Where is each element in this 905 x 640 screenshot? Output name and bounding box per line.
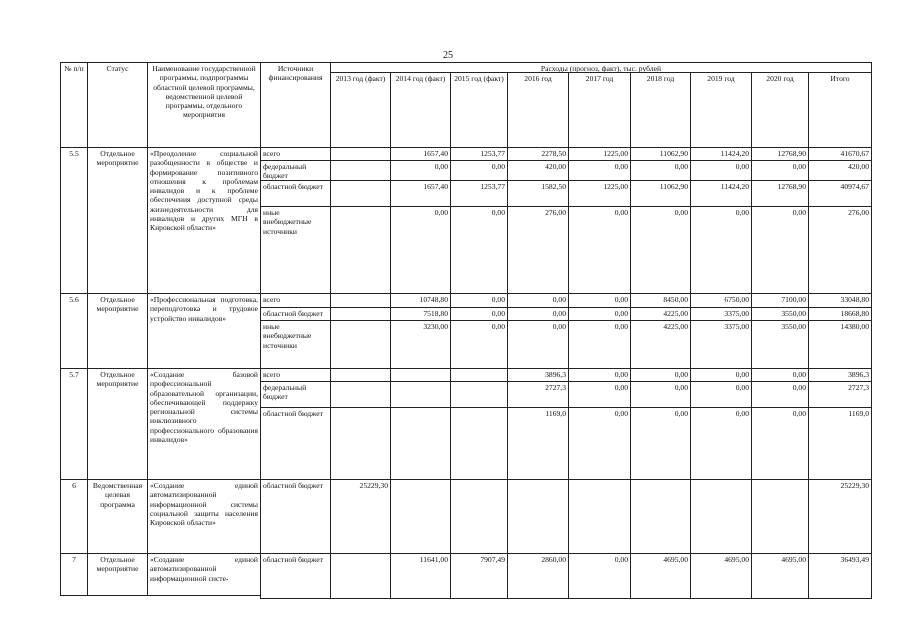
row-value: 11424,20 [690, 180, 751, 206]
row-value: 276,00 [808, 206, 872, 293]
row-value [630, 479, 690, 553]
row-source: всего [260, 293, 330, 307]
row-value: 0,00 [690, 407, 751, 479]
row-value [330, 160, 390, 180]
header-year: 2016 год [507, 72, 568, 147]
row-value: 2727,3 [808, 381, 872, 407]
row-source: всего [260, 368, 330, 381]
row-value: 6750,00 [690, 293, 751, 307]
row-value: 18668,80 [808, 307, 872, 320]
row-value [330, 206, 390, 293]
row-value [330, 293, 390, 307]
row-value: 3375,00 [690, 320, 751, 368]
row-value [751, 479, 808, 553]
row-value: 25229,30 [808, 479, 872, 553]
row-value [330, 147, 390, 160]
row-value: 3550,00 [751, 320, 808, 368]
row-value: 0,00 [390, 160, 450, 180]
row-value: 0,00 [568, 293, 630, 307]
header-year: 2013 год (факт) [330, 72, 390, 147]
row-value [450, 381, 507, 407]
row-status: Отдельное мероприятие [87, 368, 147, 479]
row-value: 14380,00 [808, 320, 872, 368]
row-source: федеральный бюджет [260, 381, 330, 407]
row-value: 41670,67 [808, 147, 872, 160]
row-name: «Создание единой автоматизированной информационной системы социальной защиты населения Кировской области» [147, 479, 260, 553]
row-value: 1253,77 [450, 147, 507, 160]
row-value: 0,00 [568, 368, 630, 381]
row-value [330, 553, 390, 599]
row-source: федеральный бюджет [260, 160, 330, 180]
row-num: 5.6 [60, 293, 87, 368]
row-value: 0,00 [507, 293, 568, 307]
row-value: 0,00 [450, 160, 507, 180]
header-year: 2018 год [630, 72, 690, 147]
row-source: областной бюджет [260, 180, 330, 206]
row-value: 0,00 [630, 206, 690, 293]
row-value: 0,00 [568, 407, 630, 479]
row-value: 0,00 [450, 320, 507, 368]
row-value: 1169,0 [507, 407, 568, 479]
row-name: «Профессиональная подготовка, переподготовка и трудовое устройство инвалидов» [147, 293, 260, 368]
row-status: Отдельное мероприятие [87, 293, 147, 368]
row-value: 0,00 [390, 206, 450, 293]
row-value: 0,00 [568, 381, 630, 407]
row-value: 276,00 [507, 206, 568, 293]
row-value: 0,00 [568, 206, 630, 293]
row-value: 0,00 [450, 206, 507, 293]
row-status: Отдельное мероприятие [87, 553, 147, 596]
row-value: 0,00 [690, 381, 751, 407]
row-value: 12768,90 [751, 147, 808, 160]
row-value: 3550,00 [751, 307, 808, 320]
row-value: 11641,00 [390, 553, 450, 599]
row-value: 1657,40 [390, 180, 450, 206]
row-value: 4225,00 [630, 307, 690, 320]
row-value: 3896,3 [808, 368, 872, 381]
row-source: областной бюджет [260, 479, 330, 553]
header-status: Статус [87, 62, 147, 147]
row-value: 0,00 [751, 368, 808, 381]
row-value: 0,00 [450, 293, 507, 307]
row-value: 0,00 [630, 368, 690, 381]
row-value: 3896,3 [507, 368, 568, 381]
row-value [330, 307, 390, 320]
row-value: 11424,20 [690, 147, 751, 160]
header-year: 2015 год (факт) [450, 72, 507, 147]
row-value [507, 479, 568, 553]
row-value: 1253,77 [450, 180, 507, 206]
row-value: 4225,00 [630, 320, 690, 368]
row-source: областной бюджет [260, 407, 330, 479]
row-name: «Преодоление социальной разобщенности в обществе и формирование позитивного отношения к проблемам инвалидов и к проблеме обеспечения доступной среды жизнедеятельности для инвалидов и других МГН в Кировской области» [147, 147, 260, 293]
row-value [450, 368, 507, 381]
row-status: Отдельное мероприятие [87, 147, 147, 293]
row-value: 0,00 [568, 160, 630, 180]
row-value: 10748,80 [390, 293, 450, 307]
row-num: 6 [60, 479, 87, 553]
row-source: иные внебюджетные источники [260, 320, 330, 368]
row-status: Ведомственная целевая программа [87, 479, 147, 553]
row-value [330, 320, 390, 368]
row-value: 2727,3 [507, 381, 568, 407]
row-value: 0,00 [751, 407, 808, 479]
row-source: областной бюджет [260, 553, 330, 599]
row-value: 0,00 [630, 160, 690, 180]
row-value: 0,00 [507, 307, 568, 320]
row-value: 11062,90 [630, 180, 690, 206]
row-value [330, 381, 390, 407]
header-year: 2014 год (факт) [390, 72, 450, 147]
row-value: 2860,00 [507, 553, 568, 599]
row-value: 0,00 [568, 553, 630, 599]
row-value [450, 479, 507, 553]
row-value: 1169,0 [808, 407, 872, 479]
row-value [450, 407, 507, 479]
row-value: 4695,00 [630, 553, 690, 599]
row-source: всего [260, 147, 330, 160]
row-value: 0,00 [450, 307, 507, 320]
row-value: 420,00 [507, 160, 568, 180]
row-value [390, 479, 450, 553]
row-value: 12768,90 [751, 180, 808, 206]
row-source: областной бюджет [260, 307, 330, 320]
row-value: 36493,49 [808, 553, 872, 599]
row-value: 1657,40 [390, 147, 450, 160]
row-value: 0,00 [507, 320, 568, 368]
row-value: 11062,90 [630, 147, 690, 160]
row-source: иные внебюджетные источники [260, 206, 330, 293]
row-num: 5.7 [60, 368, 87, 479]
row-value: 8450,00 [630, 293, 690, 307]
row-value: 7518,80 [390, 307, 450, 320]
row-value: 1582,50 [507, 180, 568, 206]
row-num: 7 [60, 553, 87, 596]
header-source: Источники финансирования [260, 62, 330, 147]
row-value: 7100,00 [751, 293, 808, 307]
header-year: 2020 год [751, 72, 808, 147]
row-value [568, 479, 630, 553]
row-value: 0,00 [568, 320, 630, 368]
row-value: 420,00 [808, 160, 872, 180]
header-year: 2017 год [568, 72, 630, 147]
row-value: 0,00 [751, 160, 808, 180]
row-value [390, 381, 450, 407]
row-value: 1225,00 [568, 147, 630, 160]
row-value: 3375,00 [690, 307, 751, 320]
row-value: 0,00 [690, 160, 751, 180]
row-value: 3230,00 [390, 320, 450, 368]
row-value: 0,00 [690, 368, 751, 381]
row-value: 0,00 [690, 206, 751, 293]
header-expenses-title: Расходы (прогноз, факт), тыс. рублей [330, 62, 872, 72]
row-value: 4695,00 [751, 553, 808, 599]
row-value: 33048,80 [808, 293, 872, 307]
header-name: Наименование государственной программы, подпрограммы областной целевой программы, ведомственной целевой программы, отдельного мероприятия [147, 62, 260, 147]
row-value: 4695,00 [690, 553, 751, 599]
row-value: 0,00 [630, 381, 690, 407]
row-name: «Создание базовой профессиональной образовательной организации, обеспечивающей поддержку региональной системы инклюзивного профессионального образования инвалидов» [147, 368, 260, 479]
row-value: 7907,49 [450, 553, 507, 599]
row-value: 0,00 [630, 407, 690, 479]
row-value: 2278,50 [507, 147, 568, 160]
header-year: Итого [808, 72, 872, 147]
row-value: 0,00 [751, 381, 808, 407]
page-number: 25 [443, 50, 453, 61]
row-value: 0,00 [751, 206, 808, 293]
row-value [330, 368, 390, 381]
row-value [330, 180, 390, 206]
row-value: 40974,67 [808, 180, 872, 206]
row-value: 25229,30 [330, 479, 390, 553]
row-value [390, 368, 450, 381]
row-value: 1225,00 [568, 180, 630, 206]
header-num: № п/п [60, 62, 87, 147]
row-value [690, 479, 751, 553]
row-name: «Создание единой автоматизированной информационной систе- [147, 553, 260, 596]
row-value [330, 407, 390, 479]
row-value [390, 407, 450, 479]
header-year: 2019 год [690, 72, 751, 147]
row-num: 5.5 [60, 147, 87, 293]
row-value: 0,00 [568, 307, 630, 320]
